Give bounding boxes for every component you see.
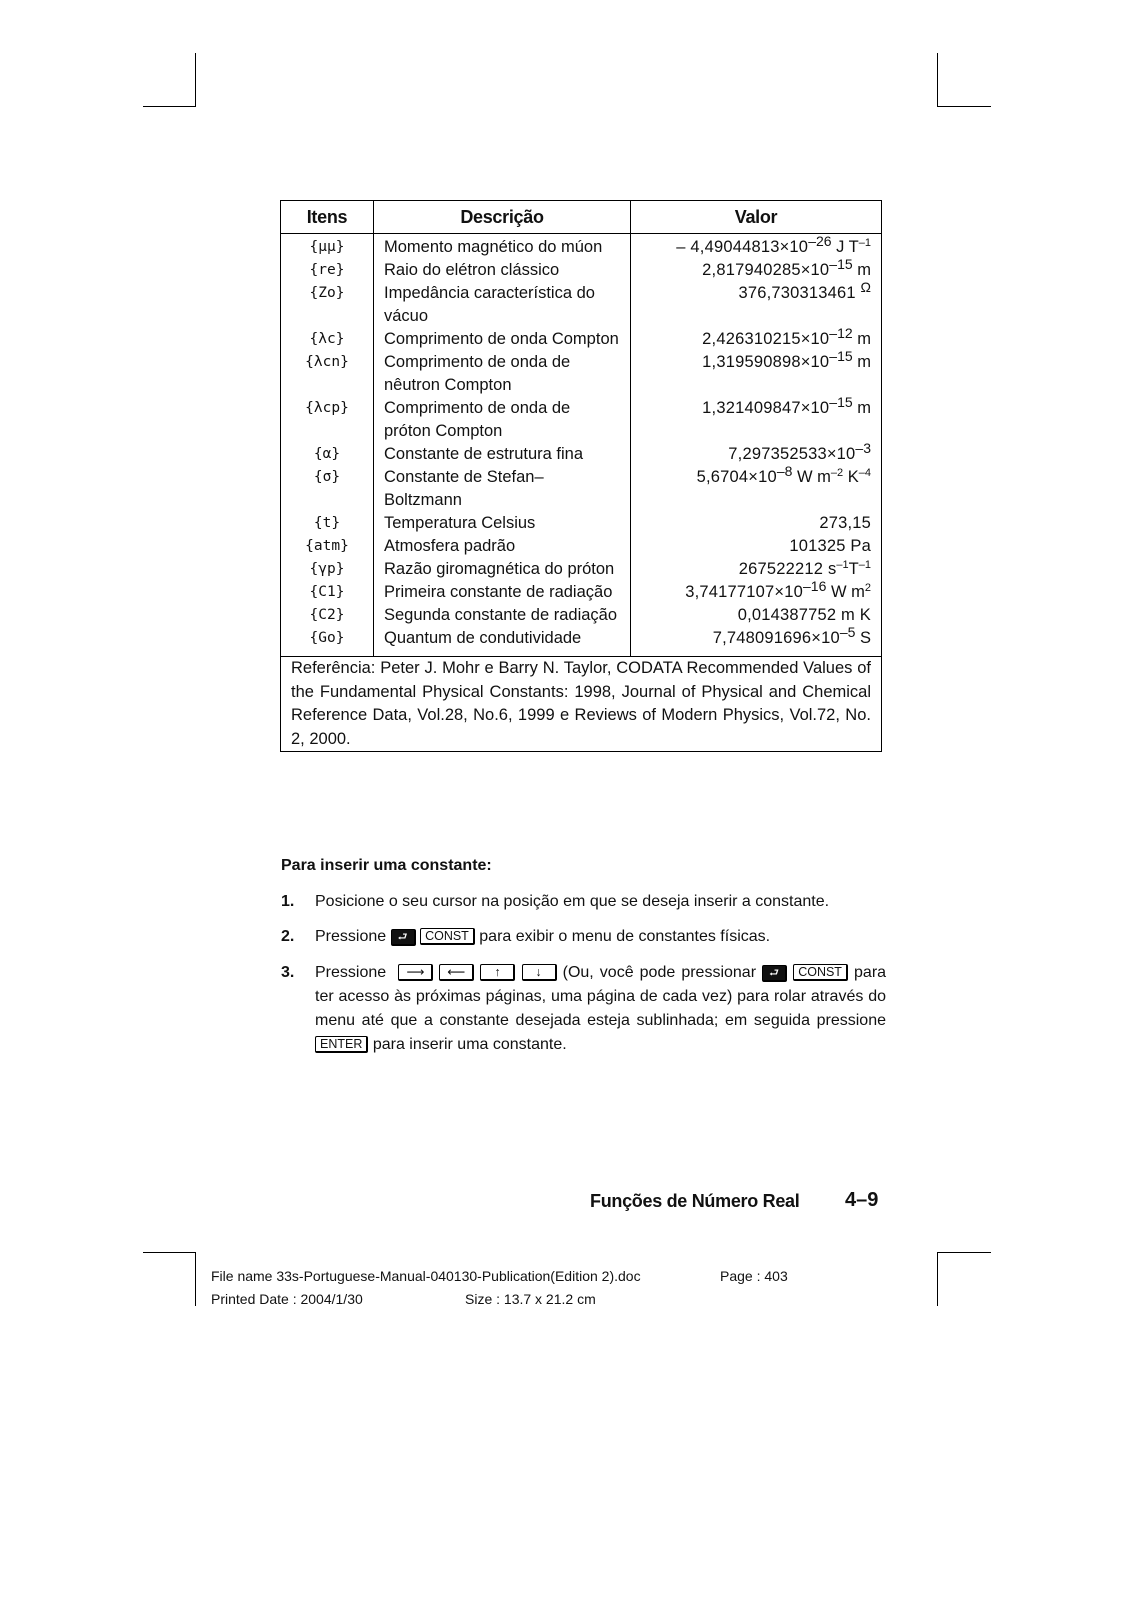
value-part: 2,426310215×10 <box>702 330 830 348</box>
constant-description: Segunda constante de radiação <box>374 604 631 627</box>
value-part: m <box>852 353 871 371</box>
constant-value <box>631 578 882 604</box>
crop-mark <box>143 1252 196 1253</box>
constant-description: Atmosfera padrão <box>374 535 631 558</box>
value-part: –8 <box>776 463 793 479</box>
table-row <box>281 351 882 397</box>
printed-date: Printed Date : 2004/1/30 <box>211 1291 363 1307</box>
crop-mark <box>937 1252 991 1253</box>
step-post: para exibir o menu de constantes físicas. <box>479 928 771 945</box>
value-part: –26 <box>808 233 832 249</box>
value-part: K <box>843 468 859 486</box>
constant-item: {t} <box>281 512 374 535</box>
value-part: 3,74177107×10 <box>685 583 804 601</box>
crop-mark <box>195 1252 196 1306</box>
step-3 <box>281 961 886 1057</box>
constant-item: {atm} <box>281 535 374 558</box>
value-part: S <box>855 629 871 647</box>
value-part: –5 <box>839 624 856 640</box>
header-items: Itens <box>281 201 374 234</box>
constant-value <box>631 463 882 512</box>
table-row <box>281 535 882 558</box>
constant-item: {C1} <box>281 581 374 604</box>
page-info: Page : 403 <box>720 1268 788 1284</box>
value-part: 7,748091696×10 <box>712 629 840 647</box>
value-part: m <box>852 399 871 417</box>
value-part: 2 <box>864 582 871 594</box>
constant-description: Raio do elétron clássico <box>374 259 631 282</box>
table-row <box>281 581 882 604</box>
reference-row <box>281 657 882 752</box>
header-value: Valor <box>631 201 882 234</box>
constant-item: {α} <box>281 443 374 466</box>
value-part: m <box>852 261 871 279</box>
constant-item: {Go} <box>281 627 374 657</box>
step-mid: (Ou, você pode pressionar <box>562 964 757 981</box>
table-row <box>281 259 882 282</box>
howto-title: Para inserir uma constante: <box>281 857 492 874</box>
constant-item: {γp} <box>281 558 374 581</box>
constant-description: Constante de estrutura fina <box>374 443 631 466</box>
crop-mark <box>143 106 196 107</box>
paper-size: Size : 13.7 x 21.2 cm <box>465 1291 596 1307</box>
right-arrow-key-icon: ⟶ <box>398 964 433 981</box>
value-part: – 4,49044813×10 <box>676 238 809 256</box>
step-number: 2. <box>281 928 295 945</box>
constant-description: Quantum de condutividade <box>374 627 631 657</box>
value-part: –4 <box>858 467 871 479</box>
header-description: Descrição <box>374 201 631 234</box>
constant-description: Primeira constante de radiação <box>374 581 631 604</box>
up-arrow-key-icon: ↑ <box>480 964 515 981</box>
table-row <box>281 558 882 581</box>
constant-description: Constante de Stefan–Boltzmann <box>374 466 631 512</box>
section-title: Funções de Número Real <box>590 1191 800 1211</box>
value-part: 0,014387752 m K <box>737 606 871 624</box>
table-row <box>281 397 882 443</box>
const-key: CONST <box>793 964 848 981</box>
value-part: –1 <box>858 559 871 571</box>
constant-value <box>631 558 882 581</box>
constant-value <box>631 279 882 328</box>
value-part: –12 <box>829 325 853 341</box>
value-part: m <box>852 330 871 348</box>
table-row <box>281 627 882 657</box>
value-part: –15 <box>829 256 853 272</box>
step-2 <box>281 925 886 949</box>
constant-description: Momento magnético do múon <box>374 234 631 260</box>
value-part: 376,730313461 <box>738 284 861 302</box>
value-part: W m <box>826 583 865 601</box>
constant-item: {re} <box>281 259 374 282</box>
value-part: –15 <box>829 348 853 364</box>
down-arrow-key-icon: ↓ <box>522 964 557 981</box>
reference-text: Referência: Peter J. Mohr e Barry N. Taylor, CODATA Recommended Values of the Fundamental Physical Constants: 1998, Journal of Physical and Chemical Reference Data, Vol.28, No.6, 1999 e Reviews of Modern Physics, Vol.72, No. 2, 2000. <box>281 657 882 752</box>
constant-description: Impedância característica do vácuo <box>374 282 631 328</box>
step-1 <box>281 890 886 914</box>
value-part: W m <box>792 468 831 486</box>
constants-table <box>280 200 882 752</box>
value-part: 1,319590898×10 <box>702 353 830 371</box>
constant-value <box>631 394 882 443</box>
table-row <box>281 328 882 351</box>
table-row <box>281 604 882 627</box>
step-pre: Pressione <box>315 928 387 945</box>
value-part: –1 <box>858 237 871 249</box>
constant-description: Temperatura Celsius <box>374 512 631 535</box>
constant-item: {λc} <box>281 328 374 351</box>
constant-item: {λcp} <box>281 397 374 443</box>
value-part: –3 <box>855 440 871 456</box>
crop-mark <box>937 1252 938 1306</box>
value-part: 273,15 <box>819 514 871 532</box>
value-part: T <box>848 560 859 578</box>
value-part: –1 <box>836 559 849 571</box>
step-pre: Pressione <box>315 964 387 981</box>
crop-mark <box>937 106 991 107</box>
constant-value <box>631 624 882 657</box>
shift-key-icon: ⮐ <box>391 929 416 946</box>
table-row <box>281 466 882 512</box>
step-text <box>315 961 886 1057</box>
page-number: 4–9 <box>845 1189 879 1211</box>
const-key: CONST <box>420 928 475 945</box>
table-row <box>281 512 882 535</box>
step-text: Posicione o seu cursor na posição em que se deseja inserir a constante. <box>315 893 830 910</box>
step-number: 3. <box>281 964 295 981</box>
constant-value <box>631 512 882 535</box>
crop-mark <box>937 53 938 107</box>
value-part: –16 <box>803 578 827 594</box>
value-part: Ω <box>860 279 871 295</box>
value-part: –15 <box>829 394 853 410</box>
value-part: 267522212 s <box>738 560 837 578</box>
table-row <box>281 234 882 260</box>
constant-item: {μμ} <box>281 234 374 260</box>
value-part: J T <box>831 238 859 256</box>
left-arrow-key-icon: ⟵ <box>439 964 474 981</box>
constant-item: {C2} <box>281 604 374 627</box>
constant-value <box>631 348 882 397</box>
crop-mark <box>195 53 196 107</box>
value-part: 2,817940285×10 <box>702 261 830 279</box>
value-part: 101325 Pa <box>789 537 871 555</box>
constant-item: {λcn} <box>281 351 374 397</box>
constant-item: {σ} <box>281 466 374 512</box>
constant-description: Comprimento de onda de próton Compton <box>374 397 631 443</box>
table-row <box>281 282 882 328</box>
constant-value <box>631 256 882 282</box>
constant-item: {Zo} <box>281 282 374 328</box>
constant-value <box>631 535 882 558</box>
constant-description: Comprimento de onda Compton <box>374 328 631 351</box>
value-part: –2 <box>830 467 844 479</box>
step-post2: para inserir uma constante. <box>372 1036 567 1053</box>
shift-key-icon: ⮐ <box>762 965 787 982</box>
value-part: 5,6704×10 <box>696 468 777 486</box>
step-post: para ter acesso às próximas páginas, uma página de cada vez) para rolar através do menu até que a constante desejada esteja sublinhada; em seguida pressione <box>315 964 887 1029</box>
table-header-row <box>281 201 882 234</box>
constant-description: Comprimento de onda de nêutron Compton <box>374 351 631 397</box>
constant-description: Razão giromagnética do próton <box>374 558 631 581</box>
value-part: 7,297352533×10 <box>728 445 856 463</box>
file-name: File name 33s-Portuguese-Manual-040130-Publication(Edition 2).doc <box>211 1268 641 1284</box>
constant-value <box>631 440 882 466</box>
value-part: 1,321409847×10 <box>702 399 830 417</box>
step-text <box>315 925 886 949</box>
enter-key: ENTER <box>315 1036 368 1053</box>
step-number: 1. <box>281 893 295 910</box>
